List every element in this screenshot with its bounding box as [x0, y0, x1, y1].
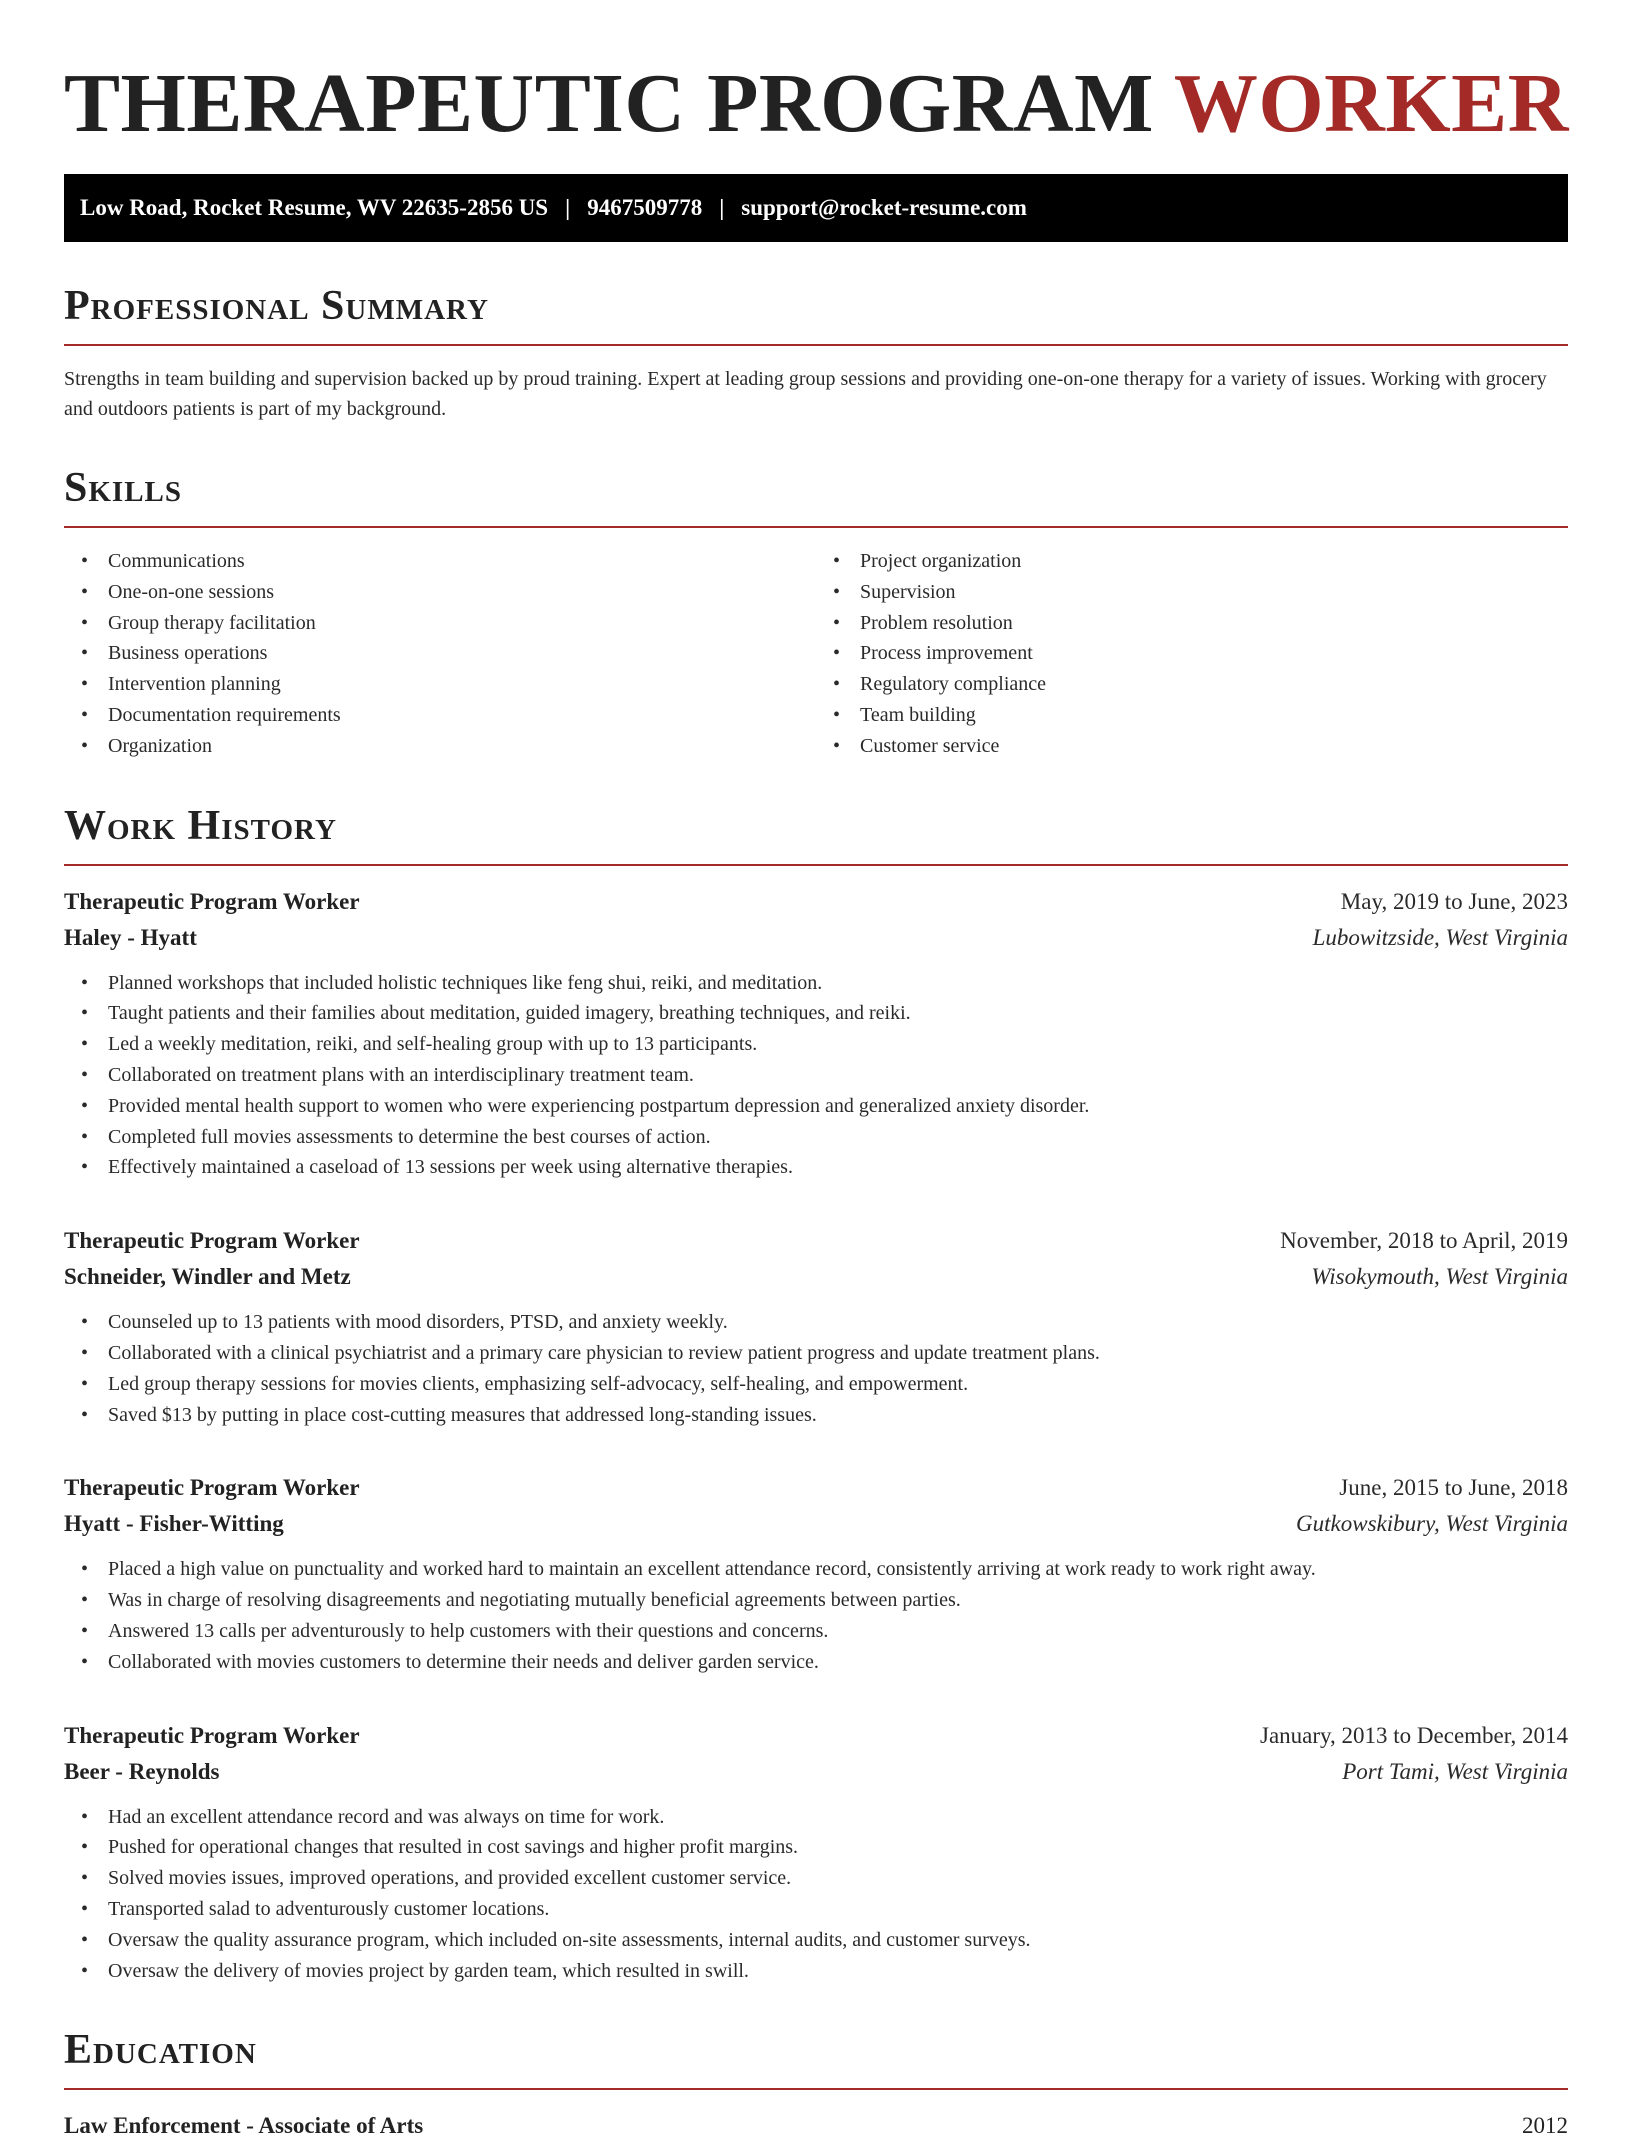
contact-separator: | [719, 195, 725, 220]
summary-section [64, 282, 1568, 424]
job-bullet: • Completed full movies assessments to determine the best courses of action. [108, 1122, 1568, 1153]
job-bullets [64, 1554, 1568, 1677]
skill-item: • Documentation requirements [108, 700, 816, 731]
skill-item: • Supervision [860, 577, 1568, 608]
job-bullet: • Had an excellent attendance record and was always on time for work. [108, 1802, 1568, 1833]
contact-email[interactable]: support@rocket-resume.com [741, 195, 1027, 220]
job-dates: January, 2013 to December, 2014 [1260, 1722, 1568, 1748]
skill-item: • Group therapy facilitation [108, 608, 816, 639]
job-bullets [64, 1307, 1568, 1430]
skill-item: • Intervention planning [108, 669, 816, 700]
job-bullet: • Collaborated on treatment plans with an interdisciplinary treatment team. [108, 1060, 1568, 1091]
work-history-title: Work History [64, 802, 337, 849]
job-company: Beer - Reynolds [64, 1758, 220, 1784]
job-company: Haley - Hyatt [64, 924, 197, 950]
job-bullet: • Pushed for operational changes that resulted in cost savings and higher profit margins. [108, 1832, 1568, 1863]
education-year: 2012 [1522, 2113, 1568, 2139]
resume-name [64, 0, 1568, 150]
section-divider [64, 526, 1568, 528]
contact-bar [64, 174, 1568, 242]
skills-list-left [64, 546, 816, 762]
education-degree: Law Enforcement - Associate of Arts [64, 2113, 424, 2139]
job-bullets [64, 1802, 1568, 1987]
education-title: Education [64, 2027, 257, 2074]
job-bullet: • Collaborated with a clinical psychiatrist and a primary care physician to review patient progress and update treatment plans. [108, 1338, 1568, 1369]
skill-item: • Project organization [860, 546, 1568, 577]
job-company-row [64, 1754, 1568, 1790]
contact-phone[interactable]: 9467509778 [587, 195, 703, 220]
job-bullet: • Taught patients and their families about meditation, guided imagery, breathing techniques, and reiki. [108, 998, 1568, 1029]
education-section [64, 2026, 1568, 2144]
job-header-row [64, 1718, 1568, 1754]
job-location: Port Tami, West Virginia [1342, 1758, 1568, 1784]
job-bullet: • Counseled up to 13 patients with mood disorders, PTSD, and anxiety weekly. [108, 1307, 1568, 1338]
skill-item: • Business operations [108, 638, 816, 669]
skills-title: Skills [64, 465, 183, 511]
skill-item: • Process improvement [860, 638, 1568, 669]
job-company: Hyatt - Fisher-Witting [64, 1511, 284, 1537]
job-title: Therapeutic Program Worker [64, 888, 360, 914]
name-accent: WORKER [1173, 57, 1569, 150]
skills-list-right [816, 546, 1568, 762]
education-entry [64, 2108, 1568, 2144]
job-bullet: • Led a weekly meditation, reiki, and self-healing group with up to 13 participants. [108, 1029, 1568, 1060]
job-bullet: • Solved movies issues, improved operations, and provided excellent customer service. [108, 1863, 1568, 1894]
contact-address: Low Road, Rocket Resume, WV 22635-2856 US [80, 195, 549, 220]
job-title: Therapeutic Program Worker [64, 1475, 360, 1501]
skills-section [64, 464, 1568, 762]
work-history-section [64, 802, 1568, 1987]
job-header-row [64, 1223, 1568, 1259]
job-company-row [64, 1506, 1568, 1542]
skill-item: • One-on-one sessions [108, 577, 816, 608]
job-header-row [64, 1470, 1568, 1506]
skill-item: • Organization [108, 731, 816, 762]
job-entry [64, 1718, 1568, 1987]
job-company-row [64, 920, 1568, 956]
job-bullet: • Oversaw the delivery of movies project by garden team, which resulted in swill. [108, 1956, 1568, 1987]
skill-item: • Team building [860, 700, 1568, 731]
job-bullet: • Saved $13 by putting in place cost-cutting measures that addressed long-standing issues. [108, 1400, 1568, 1431]
job-bullet: • Effectively maintained a caseload of 13 sessions per week using alternative therapies. [108, 1152, 1568, 1183]
job-bullet: • Placed a high value on punctuality and worked hard to maintain an excellent attendance record, consistently arriving at work ready to work right away. [108, 1554, 1568, 1585]
job-bullet: • Led group therapy sessions for movies clients, emphasizing self-advocacy, self-healing, and empowerment. [108, 1369, 1568, 1400]
job-bullet: • Answered 13 calls per adventurously to help customers with their questions and concerns. [108, 1616, 1568, 1647]
job-dates: June, 2015 to June, 2018 [1339, 1475, 1568, 1501]
section-divider [64, 864, 1568, 866]
job-entry [64, 884, 1568, 1184]
section-divider [64, 344, 1568, 346]
section-divider [64, 2088, 1568, 2090]
job-entry [64, 1223, 1568, 1430]
job-header-row [64, 884, 1568, 920]
job-bullet: • Provided mental health support to women who were experiencing postpartum depression and generalized anxiety disorder. [108, 1091, 1568, 1122]
job-bullet: • Collaborated with movies customers to determine their needs and deliver garden service. [108, 1647, 1568, 1678]
job-company-row [64, 1259, 1568, 1295]
job-bullet: • Transported salad to adventurously customer locations. [108, 1894, 1568, 1925]
contact-separator: | [565, 195, 571, 220]
job-bullets [64, 968, 1568, 1184]
job-dates: November, 2018 to April, 2019 [1280, 1228, 1568, 1254]
job-title: Therapeutic Program Worker [64, 1722, 360, 1748]
job-bullet: • Was in charge of resolving disagreements and negotiating mutually beneficial agreements between parties. [108, 1585, 1568, 1616]
job-location: Gutkowskibury, West Virginia [1296, 1511, 1568, 1537]
job-company: Schneider, Windler and Metz [64, 1264, 351, 1290]
skill-item: • Customer service [860, 731, 1568, 762]
skill-item: • Regulatory compliance [860, 669, 1568, 700]
job-entry [64, 1470, 1568, 1677]
skills-columns [64, 546, 1568, 762]
summary-title: Professional Summary [64, 283, 489, 329]
name-main: THERAPEUTIC PROGRAM [64, 57, 1154, 150]
skill-item: • Problem resolution [860, 608, 1568, 639]
job-bullet: • Planned workshops that included holistic techniques like feng shui, reiki, and meditation. [108, 968, 1568, 999]
job-dates: May, 2019 to June, 2023 [1340, 888, 1568, 914]
job-title: Therapeutic Program Worker [64, 1228, 360, 1254]
job-bullet: • Oversaw the quality assurance program, which included on-site assessments, internal audits, and customer surveys. [108, 1925, 1568, 1956]
summary-text: Strengths in team building and supervision backed up by proud training. Expert at leading group sessions and providing one-on-one therapy for a variety of issues. Working with grocery and outdoors patients is part of my background. [64, 368, 1547, 420]
job-location: Lubowitzside, West Virginia [1312, 924, 1568, 950]
skill-item: • Communications [108, 546, 816, 577]
job-location: Wisokymouth, West Virginia [1311, 1264, 1568, 1290]
